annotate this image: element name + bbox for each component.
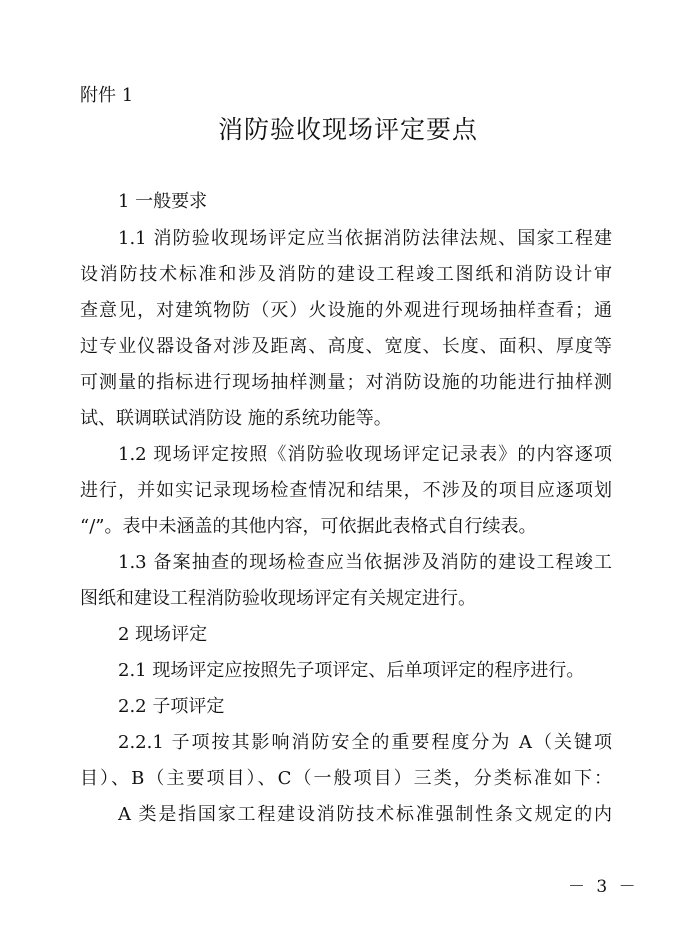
paragraph-1-2-line-3: “/”。表中未涵盖的其他内容，可依据此表格式自行续表。 [80, 516, 537, 537]
paragraph-2-2-1-line-1: 2.2.1 子项按其影响消防安全的重要程度分为 A（关键项 [118, 732, 612, 753]
paragraph-1-1-line-3: 查意见，对建筑物防（灭）火设施的外观进行现场抽样查看；通 [80, 300, 612, 321]
paragraph-class-a-line-1: A 类是指国家工程建设消防技术标准强制性条文规定的内 [118, 804, 612, 825]
paragraph-1-2-line-2: 进行，并如实记录现场检查情况和结果，不涉及的项目应逐项划 [80, 480, 612, 501]
paragraph-1-1-line-4: 过专业仪器设备对涉及距离、高度、宽度、长度、面积、厚度等 [80, 336, 612, 357]
heading-2-2-sub-item-evaluation: 2.2 子项评定 [118, 696, 225, 717]
attachment-label: 附件 1 [80, 85, 134, 106]
paragraph-2-1: 2.1 现场评定应按照先子项评定、后单项评定的程序进行。 [118, 660, 585, 681]
paragraph-1-3-line-1: 1.3 备案抽查的现场检查应当依据涉及消防的建设工程竣工 [118, 552, 612, 573]
page-number: － 3 － [568, 877, 639, 897]
heading-2-site-evaluation: 2 现场评定 [118, 624, 208, 645]
paragraph-1-3-line-2: 图纸和建设工程消防验收现场评定有关规定进行。 [80, 588, 476, 609]
paragraph-2-2-1-line-2: 目）、B（主要项目）、C（一般项目）三类，分类标准如下： [80, 768, 612, 789]
paragraph-1-1-line-1: 1.1 消防验收现场评定应当依据消防法律法规、国家工程建 [118, 228, 612, 249]
paragraph-1-1-line-2: 设消防技术标准和涉及消防的建设工程竣工图纸和消防设计审 [80, 264, 612, 285]
paragraph-1-2-line-1: 1.2 现场评定按照《消防验收现场评定记录表》的内容逐项 [118, 444, 612, 465]
paragraph-1-1-line-6: 试、联调联试消防设 施的系统功能等。 [80, 408, 392, 429]
document-title: 消防验收现场评定要点 [217, 115, 478, 144]
heading-1-general-requirements: 1 一般要求 [118, 191, 208, 212]
paragraph-1-1-line-5: 可测量的指标进行现场抽样测量；对消防设施的功能进行抽样测 [80, 372, 612, 393]
